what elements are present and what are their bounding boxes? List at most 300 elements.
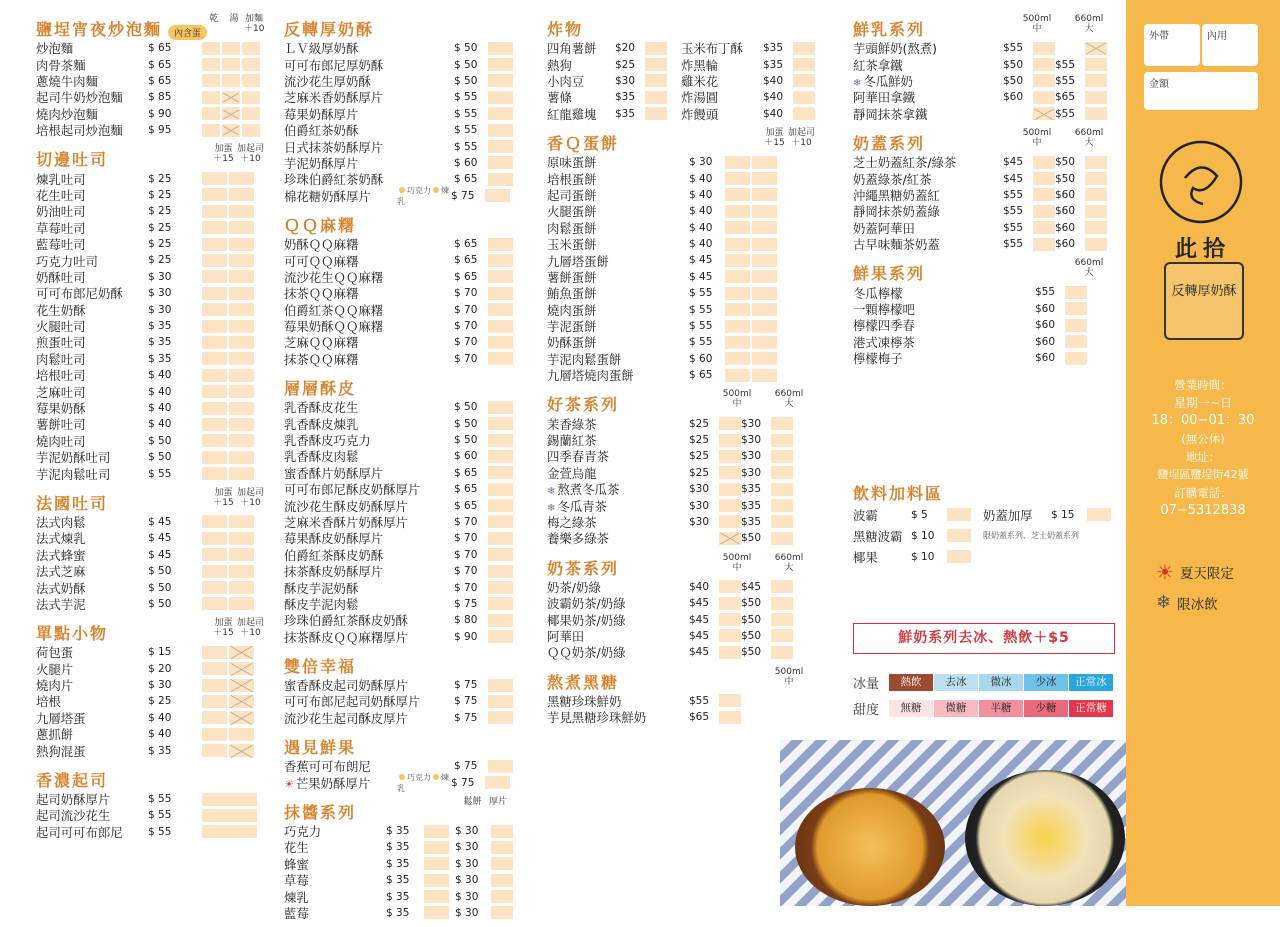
order-box[interactable] bbox=[719, 483, 741, 496]
menu-item-row[interactable] bbox=[36, 449, 264, 465]
order-box[interactable] bbox=[488, 695, 513, 708]
order-box[interactable] bbox=[488, 434, 513, 447]
order-box[interactable] bbox=[242, 74, 260, 87]
order-box[interactable] bbox=[229, 597, 254, 610]
order-box[interactable] bbox=[222, 124, 240, 137]
order-box[interactable] bbox=[229, 172, 254, 185]
order-box[interactable] bbox=[202, 58, 220, 71]
order-box[interactable] bbox=[1033, 172, 1055, 185]
order-box[interactable] bbox=[424, 825, 449, 838]
menu-item-row[interactable] bbox=[853, 170, 1115, 186]
order-box[interactable] bbox=[424, 906, 449, 919]
menu-item-row[interactable] bbox=[547, 579, 815, 595]
order-box[interactable] bbox=[488, 320, 513, 333]
menu-item-row[interactable] bbox=[284, 269, 510, 285]
order-box[interactable] bbox=[1065, 335, 1087, 348]
menu-item-row[interactable] bbox=[853, 73, 1115, 89]
order-box[interactable] bbox=[725, 188, 750, 201]
order-box[interactable] bbox=[229, 205, 254, 218]
order-box[interactable] bbox=[202, 434, 227, 447]
order-box[interactable] bbox=[793, 91, 815, 104]
order-box[interactable] bbox=[222, 42, 240, 55]
order-box[interactable] bbox=[1085, 74, 1107, 87]
menu-item-row[interactable] bbox=[36, 416, 264, 432]
order-box[interactable] bbox=[229, 336, 254, 349]
menu-item-row[interactable] bbox=[853, 284, 1115, 300]
order-box[interactable] bbox=[202, 287, 227, 300]
order-box[interactable] bbox=[488, 548, 513, 561]
menu-item-row[interactable] bbox=[284, 497, 510, 513]
order-box[interactable] bbox=[202, 369, 227, 382]
ice-option[interactable]: 正常冰 bbox=[1069, 674, 1113, 691]
menu-item-row[interactable] bbox=[853, 89, 1115, 105]
order-box[interactable] bbox=[752, 188, 777, 201]
order-box[interactable] bbox=[719, 532, 741, 545]
order-box[interactable] bbox=[752, 205, 777, 218]
order-box[interactable] bbox=[202, 565, 227, 578]
menu-item-row[interactable] bbox=[284, 547, 510, 563]
order-box[interactable] bbox=[229, 646, 254, 659]
order-box[interactable] bbox=[242, 107, 260, 120]
order-box[interactable] bbox=[752, 270, 777, 283]
order-box[interactable] bbox=[488, 679, 513, 692]
ice-option[interactable]: 熱飲 bbox=[889, 674, 933, 691]
order-box[interactable] bbox=[488, 124, 513, 137]
order-box[interactable] bbox=[229, 532, 254, 545]
menu-item-row[interactable] bbox=[36, 644, 264, 660]
order-box[interactable] bbox=[771, 613, 793, 626]
order-box[interactable] bbox=[488, 483, 513, 496]
order-box[interactable] bbox=[725, 320, 750, 333]
order-box[interactable] bbox=[752, 238, 777, 251]
menu-item-row[interactable] bbox=[853, 317, 1115, 333]
order-box[interactable] bbox=[771, 499, 793, 512]
menu-item-row[interactable] bbox=[36, 334, 264, 350]
order-box[interactable] bbox=[488, 42, 513, 55]
menu-item-row[interactable] bbox=[284, 56, 510, 72]
order-box[interactable] bbox=[424, 841, 449, 854]
menu-item-row[interactable] bbox=[853, 236, 1115, 252]
menu-item-row[interactable] bbox=[547, 170, 815, 186]
order-box[interactable] bbox=[793, 107, 815, 120]
order-box[interactable] bbox=[488, 91, 513, 104]
order-box[interactable] bbox=[719, 417, 741, 430]
menu-item-row[interactable] bbox=[284, 73, 510, 89]
order-box[interactable] bbox=[202, 679, 227, 692]
order-box[interactable] bbox=[202, 695, 227, 708]
menu-item-row[interactable] bbox=[36, 807, 264, 823]
order-box[interactable] bbox=[488, 156, 513, 169]
menu-item-row[interactable] bbox=[547, 220, 815, 236]
order-box[interactable] bbox=[229, 352, 254, 365]
order-box[interactable] bbox=[752, 336, 777, 349]
menu-item-row[interactable] bbox=[284, 236, 510, 252]
order-box[interactable] bbox=[242, 42, 260, 55]
menu-item-row[interactable] bbox=[853, 203, 1115, 219]
order-box[interactable] bbox=[771, 450, 793, 463]
addon-row[interactable] bbox=[853, 546, 1115, 567]
menu-item-row[interactable] bbox=[36, 73, 264, 89]
order-box[interactable] bbox=[719, 597, 741, 610]
order-box[interactable] bbox=[752, 369, 777, 382]
order-box[interactable] bbox=[488, 58, 513, 71]
menu-item-row[interactable] bbox=[36, 530, 264, 546]
order-box[interactable] bbox=[242, 124, 260, 137]
order-box[interactable] bbox=[725, 287, 750, 300]
order-box[interactable] bbox=[202, 662, 227, 675]
order-box[interactable] bbox=[202, 825, 257, 838]
order-box[interactable] bbox=[424, 857, 449, 870]
menu-item-row[interactable] bbox=[284, 415, 510, 431]
order-box[interactable] bbox=[202, 188, 227, 201]
order-box[interactable] bbox=[719, 499, 741, 512]
order-box[interactable] bbox=[488, 74, 513, 87]
order-box[interactable] bbox=[202, 91, 220, 104]
order-box[interactable] bbox=[725, 238, 750, 251]
order-box[interactable] bbox=[491, 890, 513, 903]
menu-item-row[interactable] bbox=[284, 677, 510, 693]
menu-item-row[interactable] bbox=[853, 154, 1115, 170]
order-box[interactable] bbox=[229, 662, 254, 675]
menu-item-row[interactable] bbox=[547, 693, 815, 709]
order-box[interactable] bbox=[202, 597, 227, 610]
menu-item-row[interactable] bbox=[36, 318, 264, 334]
menu-item-row[interactable] bbox=[547, 154, 815, 170]
order-box[interactable] bbox=[1033, 107, 1055, 120]
order-box[interactable] bbox=[645, 107, 667, 120]
order-box[interactable] bbox=[229, 581, 254, 594]
order-box[interactable] bbox=[202, 418, 227, 431]
order-box[interactable] bbox=[488, 565, 513, 578]
menu-item-row[interactable] bbox=[284, 596, 510, 612]
menu-item-row[interactable] bbox=[284, 185, 510, 206]
order-box[interactable] bbox=[202, 402, 227, 415]
order-box[interactable] bbox=[229, 238, 254, 251]
menu-item-row[interactable] bbox=[547, 252, 815, 268]
menu-item-row[interactable] bbox=[547, 415, 815, 431]
order-box[interactable] bbox=[771, 597, 793, 610]
order-box[interactable] bbox=[488, 417, 513, 430]
menu-item-row[interactable] bbox=[36, 791, 264, 807]
menu-item-row[interactable] bbox=[284, 629, 510, 645]
menu-item-row[interactable] bbox=[547, 644, 815, 660]
order-box[interactable] bbox=[752, 320, 777, 333]
menu-item-row[interactable] bbox=[284, 772, 510, 793]
order-box[interactable] bbox=[491, 874, 513, 887]
menu-item-row[interactable] bbox=[853, 220, 1115, 236]
menu-item-row[interactable] bbox=[36, 742, 264, 758]
order-box[interactable] bbox=[771, 532, 793, 545]
menu-item-row[interactable] bbox=[284, 432, 510, 448]
menu-item-row[interactable] bbox=[547, 269, 815, 285]
order-box[interactable] bbox=[752, 254, 777, 267]
order-box[interactable] bbox=[202, 532, 227, 545]
menu-item-row[interactable] bbox=[853, 333, 1115, 349]
order-box[interactable] bbox=[202, 205, 227, 218]
order-box[interactable] bbox=[229, 303, 254, 316]
order-box[interactable] bbox=[488, 466, 513, 479]
order-box[interactable] bbox=[771, 417, 793, 430]
order-box[interactable] bbox=[1033, 156, 1055, 169]
menu-item-row[interactable] bbox=[36, 579, 264, 595]
menu-item-row[interactable] bbox=[547, 481, 815, 497]
order-box[interactable] bbox=[202, 548, 227, 561]
menu-item-row[interactable] bbox=[547, 367, 815, 383]
order-box[interactable] bbox=[725, 205, 750, 218]
order-box[interactable] bbox=[1065, 352, 1087, 365]
order-box[interactable] bbox=[645, 42, 667, 55]
menu-item-row[interactable] bbox=[284, 155, 510, 171]
menu-item-row[interactable] bbox=[36, 301, 264, 317]
order-box[interactable] bbox=[202, 238, 227, 251]
order-box[interactable] bbox=[229, 287, 254, 300]
order-box[interactable] bbox=[488, 630, 513, 643]
order-box[interactable] bbox=[488, 581, 513, 594]
order-box[interactable] bbox=[229, 695, 254, 708]
order-box[interactable] bbox=[719, 450, 741, 463]
menu-item-row[interactable] bbox=[36, 465, 264, 481]
sugar-option[interactable]: 微糖 bbox=[934, 700, 978, 717]
menu-item-row[interactable] bbox=[36, 351, 264, 367]
order-box[interactable] bbox=[719, 434, 741, 447]
menu-item-row[interactable] bbox=[547, 236, 815, 252]
order-box[interactable] bbox=[222, 91, 240, 104]
order-box[interactable] bbox=[1085, 91, 1107, 104]
menu-item-row[interactable] bbox=[547, 106, 815, 122]
order-box[interactable] bbox=[725, 336, 750, 349]
menu-item-row[interactable] bbox=[284, 693, 510, 709]
order-box[interactable] bbox=[202, 352, 227, 365]
menu-item-row[interactable] bbox=[36, 89, 264, 105]
ice-option[interactable]: 微冰 bbox=[979, 674, 1023, 691]
menu-item-row[interactable] bbox=[284, 612, 510, 628]
order-box[interactable] bbox=[752, 303, 777, 316]
menu-item-row[interactable] bbox=[36, 170, 264, 186]
order-box[interactable] bbox=[725, 303, 750, 316]
order-box[interactable] bbox=[1065, 319, 1087, 332]
order-box[interactable] bbox=[488, 107, 513, 120]
order-box[interactable] bbox=[202, 793, 257, 806]
order-box[interactable] bbox=[222, 74, 240, 87]
order-box[interactable] bbox=[719, 629, 741, 642]
order-box[interactable] bbox=[229, 221, 254, 234]
order-box[interactable] bbox=[719, 466, 741, 479]
menu-item-row[interactable] bbox=[284, 465, 510, 481]
menu-item-row[interactable] bbox=[547, 611, 815, 627]
menu-item-row[interactable] bbox=[36, 514, 264, 530]
menu-item-row[interactable] bbox=[284, 839, 510, 855]
addon-row[interactable] bbox=[853, 525, 1115, 546]
order-box[interactable] bbox=[488, 173, 513, 186]
order-box[interactable] bbox=[424, 874, 449, 887]
order-box[interactable] bbox=[202, 385, 227, 398]
menu-item-row[interactable] bbox=[36, 824, 264, 840]
menu-item-row[interactable] bbox=[547, 89, 815, 105]
menu-item-row[interactable] bbox=[36, 726, 264, 742]
sugar-option[interactable]: 半糖 bbox=[979, 700, 1023, 717]
menu-item-row[interactable] bbox=[284, 399, 510, 415]
menu-item-row[interactable] bbox=[36, 367, 264, 383]
order-box[interactable] bbox=[719, 580, 741, 593]
sugar-option[interactable]: 無糖 bbox=[889, 700, 933, 717]
menu-item-row[interactable] bbox=[36, 563, 264, 579]
menu-item-row[interactable] bbox=[36, 547, 264, 563]
menu-item-row[interactable] bbox=[36, 203, 264, 219]
order-box[interactable] bbox=[771, 646, 793, 659]
menu-item-row[interactable] bbox=[36, 236, 264, 252]
menu-item-row[interactable] bbox=[36, 269, 264, 285]
menu-item-row[interactable] bbox=[853, 40, 1115, 56]
order-box[interactable] bbox=[793, 74, 815, 87]
menu-item-row[interactable] bbox=[36, 285, 264, 301]
menu-item-row[interactable] bbox=[36, 433, 264, 449]
order-box[interactable] bbox=[488, 336, 513, 349]
order-box[interactable] bbox=[202, 581, 227, 594]
order-box[interactable] bbox=[947, 550, 971, 563]
menu-item-row[interactable] bbox=[547, 301, 815, 317]
order-box[interactable] bbox=[645, 91, 667, 104]
menu-item-row[interactable] bbox=[284, 481, 510, 497]
order-box[interactable] bbox=[488, 499, 513, 512]
menu-item-row[interactable] bbox=[853, 187, 1115, 203]
amount-field[interactable]: 金額 bbox=[1144, 72, 1258, 110]
menu-item-row[interactable] bbox=[547, 203, 815, 219]
order-box[interactable] bbox=[202, 254, 227, 267]
order-box[interactable] bbox=[202, 646, 227, 659]
order-box[interactable] bbox=[229, 728, 254, 741]
menu-item-row[interactable] bbox=[547, 595, 815, 611]
addon-row[interactable] bbox=[853, 504, 1115, 525]
menu-item-row[interactable] bbox=[547, 448, 815, 464]
order-box[interactable] bbox=[488, 532, 513, 545]
order-box[interactable] bbox=[793, 42, 815, 55]
order-box[interactable] bbox=[229, 679, 254, 692]
menu-item-row[interactable] bbox=[36, 40, 264, 56]
order-box[interactable] bbox=[719, 613, 741, 626]
order-box[interactable] bbox=[1033, 58, 1055, 71]
menu-item-row[interactable] bbox=[36, 693, 264, 709]
order-box[interactable] bbox=[202, 711, 227, 724]
order-box[interactable] bbox=[947, 508, 971, 521]
order-box[interactable] bbox=[202, 42, 220, 55]
order-box[interactable] bbox=[488, 303, 513, 316]
menu-item-row[interactable] bbox=[547, 514, 815, 530]
menu-item-row[interactable] bbox=[36, 187, 264, 203]
menu-item-row[interactable] bbox=[284, 252, 510, 268]
menu-item-row[interactable] bbox=[284, 823, 510, 839]
order-box[interactable] bbox=[1087, 508, 1111, 521]
menu-item-row[interactable] bbox=[284, 351, 510, 367]
order-box[interactable] bbox=[488, 760, 513, 773]
order-box[interactable] bbox=[725, 369, 750, 382]
order-box[interactable] bbox=[1085, 221, 1107, 234]
menu-item-row[interactable] bbox=[284, 856, 510, 872]
menu-item-row[interactable] bbox=[547, 351, 815, 367]
order-box[interactable] bbox=[725, 352, 750, 365]
order-box[interactable] bbox=[242, 58, 260, 71]
menu-item-row[interactable] bbox=[547, 497, 815, 513]
sugar-option[interactable]: 少糖 bbox=[1024, 700, 1068, 717]
order-box[interactable] bbox=[1033, 205, 1055, 218]
order-box[interactable] bbox=[725, 221, 750, 234]
menu-item-row[interactable] bbox=[36, 56, 264, 72]
menu-item-row[interactable] bbox=[547, 709, 815, 725]
order-box[interactable] bbox=[752, 156, 777, 169]
order-box[interactable] bbox=[488, 614, 513, 627]
order-box[interactable] bbox=[222, 58, 240, 71]
menu-item-row[interactable] bbox=[853, 106, 1115, 122]
order-box[interactable] bbox=[242, 91, 260, 104]
order-box[interactable] bbox=[229, 369, 254, 382]
order-box[interactable] bbox=[424, 890, 449, 903]
menu-item-row[interactable] bbox=[853, 301, 1115, 317]
order-box[interactable] bbox=[222, 107, 240, 120]
takeout-checkbox[interactable]: 外帶 bbox=[1144, 24, 1200, 66]
order-box[interactable] bbox=[771, 434, 793, 447]
order-box[interactable] bbox=[202, 221, 227, 234]
order-box[interactable] bbox=[645, 74, 667, 87]
menu-item-row[interactable] bbox=[547, 73, 815, 89]
menu-item-row[interactable] bbox=[284, 905, 510, 921]
order-box[interactable] bbox=[771, 483, 793, 496]
menu-item-row[interactable] bbox=[284, 530, 510, 546]
order-box[interactable] bbox=[488, 287, 513, 300]
order-box[interactable] bbox=[1085, 205, 1107, 218]
menu-item-row[interactable] bbox=[547, 318, 815, 334]
menu-item-row[interactable] bbox=[284, 334, 510, 350]
menu-item-row[interactable] bbox=[36, 252, 264, 268]
menu-item-row[interactable] bbox=[284, 579, 510, 595]
menu-item-row[interactable] bbox=[853, 350, 1115, 366]
order-box[interactable] bbox=[491, 825, 513, 838]
menu-item-row[interactable] bbox=[284, 40, 510, 56]
order-box[interactable] bbox=[229, 451, 254, 464]
order-box[interactable] bbox=[1085, 58, 1107, 71]
menu-item-row[interactable] bbox=[547, 530, 815, 546]
order-box[interactable] bbox=[771, 580, 793, 593]
menu-item-row[interactable] bbox=[36, 661, 264, 677]
menu-item-row[interactable] bbox=[547, 465, 815, 481]
menu-item-row[interactable] bbox=[36, 106, 264, 122]
menu-item-row[interactable] bbox=[284, 106, 510, 122]
menu-item-row[interactable] bbox=[284, 563, 510, 579]
menu-item-row[interactable] bbox=[36, 677, 264, 693]
order-box[interactable] bbox=[1033, 42, 1055, 55]
order-box[interactable] bbox=[719, 694, 741, 707]
order-box[interactable] bbox=[229, 515, 254, 528]
ice-option[interactable]: 去冰 bbox=[934, 674, 978, 691]
order-box[interactable] bbox=[229, 188, 254, 201]
order-box[interactable] bbox=[725, 254, 750, 267]
menu-item-row[interactable] bbox=[36, 710, 264, 726]
menu-item-row[interactable] bbox=[36, 596, 264, 612]
order-box[interactable] bbox=[1033, 221, 1055, 234]
sugar-option[interactable]: 正常糖 bbox=[1069, 700, 1113, 717]
order-box[interactable] bbox=[771, 466, 793, 479]
order-box[interactable] bbox=[229, 565, 254, 578]
order-box[interactable] bbox=[229, 320, 254, 333]
menu-item-row[interactable] bbox=[284, 710, 510, 726]
order-box[interactable] bbox=[1085, 238, 1107, 251]
order-box[interactable] bbox=[202, 107, 220, 120]
order-box[interactable] bbox=[1085, 188, 1107, 201]
order-box[interactable] bbox=[202, 270, 227, 283]
order-box[interactable] bbox=[488, 401, 513, 414]
order-box[interactable] bbox=[229, 467, 254, 480]
order-box[interactable] bbox=[229, 434, 254, 447]
order-box[interactable] bbox=[1033, 91, 1055, 104]
order-box[interactable] bbox=[725, 270, 750, 283]
